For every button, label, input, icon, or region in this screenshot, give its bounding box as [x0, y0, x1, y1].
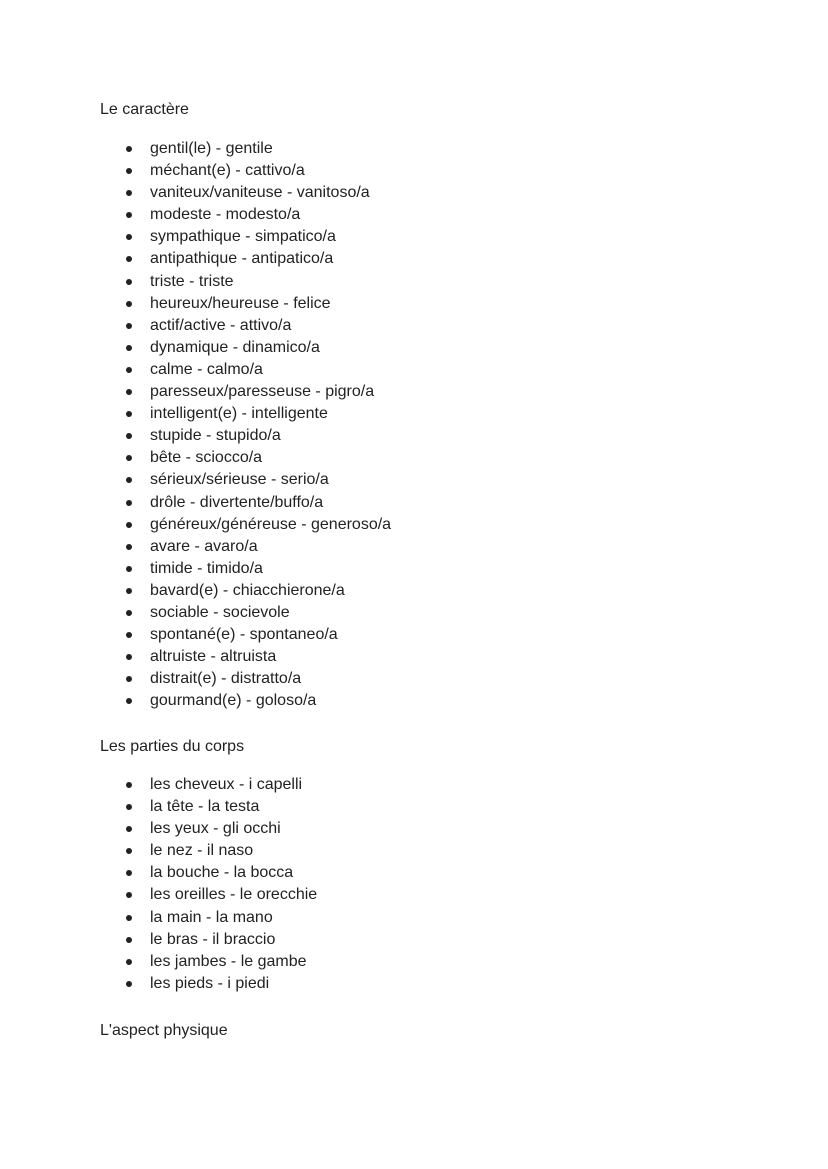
bullet-icon	[126, 654, 132, 660]
list-item-text: dynamique - dinamico/a	[150, 338, 320, 356]
list-item-text: généreux/généreuse - generoso/a	[150, 515, 392, 533]
list-item	[124, 580, 391, 602]
list-item	[124, 381, 391, 403]
list-item-text: vaniteux/vaniteuse - vanitoso/a	[150, 184, 370, 202]
list-item	[124, 973, 317, 995]
list-item-text: gourmand(e) - goloso/a	[150, 692, 317, 710]
bullet-icon	[126, 168, 132, 174]
list-item-text: les oreilles - le orecchie	[150, 886, 318, 904]
section-title-parties-du-corps: Les parties du corps	[100, 738, 245, 755]
list-item-text: méchant(e) - cattivo/a	[150, 162, 305, 180]
bullet-icon	[126, 804, 132, 810]
list-item	[124, 359, 391, 381]
bullet-icon	[126, 433, 132, 439]
bullet-icon	[126, 455, 132, 461]
list-item-text: calme - calmo/a	[150, 360, 263, 378]
bullet-icon	[126, 190, 132, 196]
list-item-text: les cheveux - i capelli	[150, 776, 303, 793]
list-item	[124, 884, 317, 906]
bullet-icon	[126, 566, 132, 572]
bullet-icon	[126, 146, 132, 152]
bullet-icon	[126, 848, 132, 854]
list-item	[124, 271, 391, 293]
list-item	[124, 840, 317, 862]
list-caractere	[124, 138, 391, 712]
list-item	[124, 182, 391, 204]
list-item	[124, 160, 391, 182]
bullet-icon	[126, 212, 132, 218]
list-item	[124, 646, 391, 668]
bullet-icon	[126, 500, 132, 506]
list-item-text: drôle - divertente/buffo/a	[150, 493, 324, 511]
bullet-icon	[126, 323, 132, 329]
list-item-text: sympathique - simpatico/a	[150, 228, 336, 246]
list-item	[124, 929, 317, 951]
bullet-icon	[126, 782, 132, 788]
list-item	[124, 425, 391, 447]
bullet-icon	[126, 959, 132, 965]
list-item	[124, 337, 391, 359]
list-item-text: la bouche - la bocca	[150, 864, 294, 882]
bullet-icon	[126, 610, 132, 616]
list-item	[124, 558, 391, 580]
bullet-icon	[126, 588, 132, 594]
bullet-icon	[126, 937, 132, 943]
list-item	[124, 248, 391, 270]
list-item-text: la tête - la testa	[150, 798, 260, 816]
bullet-icon	[126, 345, 132, 351]
list-parties-du-corps	[124, 774, 317, 995]
list-item-text: antipathique - antipatico/a	[150, 250, 334, 268]
list-item	[124, 951, 317, 973]
bullet-icon	[126, 981, 132, 987]
list-item-text: altruiste - altruista	[150, 648, 277, 666]
list-item-text: paresseux/paresseuse - pigro/a	[150, 383, 375, 401]
bullet-icon	[126, 367, 132, 373]
bullet-icon	[126, 870, 132, 876]
list-item	[124, 469, 391, 491]
list-item	[124, 774, 317, 796]
list-item	[124, 536, 391, 558]
bullet-icon	[126, 544, 132, 550]
list-item-text: avare - avaro/a	[150, 537, 258, 555]
section-title-caractere: Le caractère	[100, 101, 189, 118]
list-item	[124, 690, 391, 712]
list-item	[124, 315, 391, 337]
bullet-icon	[126, 826, 132, 832]
list-item	[124, 403, 391, 425]
bullet-icon	[126, 698, 132, 704]
list-item	[124, 138, 391, 160]
list-item-text: les pieds - i piedi	[150, 974, 270, 992]
list-item-text: gentil(le) - gentile	[150, 140, 273, 157]
list-item-text: modeste - modesto/a	[150, 206, 301, 224]
list-item	[124, 514, 391, 536]
list-item-text: le nez - il naso	[150, 842, 254, 860]
list-item-text: spontané(e) - spontaneo/a	[150, 626, 338, 644]
list-item	[124, 492, 391, 514]
list-item-text: actif/active - attivo/a	[150, 316, 292, 334]
list-item-text: la main - la mano	[150, 908, 273, 926]
list-item	[124, 668, 391, 690]
list-item	[124, 907, 317, 929]
list-item	[124, 796, 317, 818]
bullet-icon	[126, 279, 132, 285]
bullet-icon	[126, 411, 132, 417]
list-item	[124, 624, 391, 646]
list-item-text: distrait(e) - distratto/a	[150, 670, 302, 688]
list-item-text: bête - sciocco/a	[150, 449, 263, 467]
list-item-text: bavard(e) - chiacchierone/a	[150, 581, 345, 599]
list-item-text: intelligent(e) - intelligente	[150, 405, 328, 423]
section-title-aspect-physique: L'aspect physique	[100, 1022, 228, 1039]
bullet-icon	[126, 522, 132, 528]
bullet-icon	[126, 256, 132, 262]
bullet-icon	[126, 915, 132, 921]
bullet-icon	[126, 477, 132, 483]
list-item-text: triste - triste	[150, 272, 234, 290]
list-item-text: les yeux - gli occhi	[150, 820, 281, 838]
bullet-icon	[126, 389, 132, 395]
list-item	[124, 602, 391, 624]
list-item	[124, 862, 317, 884]
bullet-icon	[126, 301, 132, 307]
bullet-icon	[126, 676, 132, 682]
list-item-text: sérieux/sérieuse - serio/a	[150, 471, 329, 489]
bullet-icon	[126, 234, 132, 240]
bullet-icon	[126, 892, 132, 898]
list-item-text: timide - timido/a	[150, 559, 263, 577]
bullet-icon	[126, 632, 132, 638]
list-item	[124, 818, 317, 840]
list-item-text: le bras - il braccio	[150, 930, 276, 948]
list-item	[124, 204, 391, 226]
list-item-text: stupide - stupido/a	[150, 427, 281, 445]
list-item-text: les jambes - le gambe	[150, 952, 307, 970]
list-item-text: heureux/heureuse - felice	[150, 294, 331, 312]
list-item-text: sociable - socievole	[150, 603, 290, 621]
list-item	[124, 293, 391, 315]
list-item	[124, 226, 391, 248]
list-item	[124, 447, 391, 469]
